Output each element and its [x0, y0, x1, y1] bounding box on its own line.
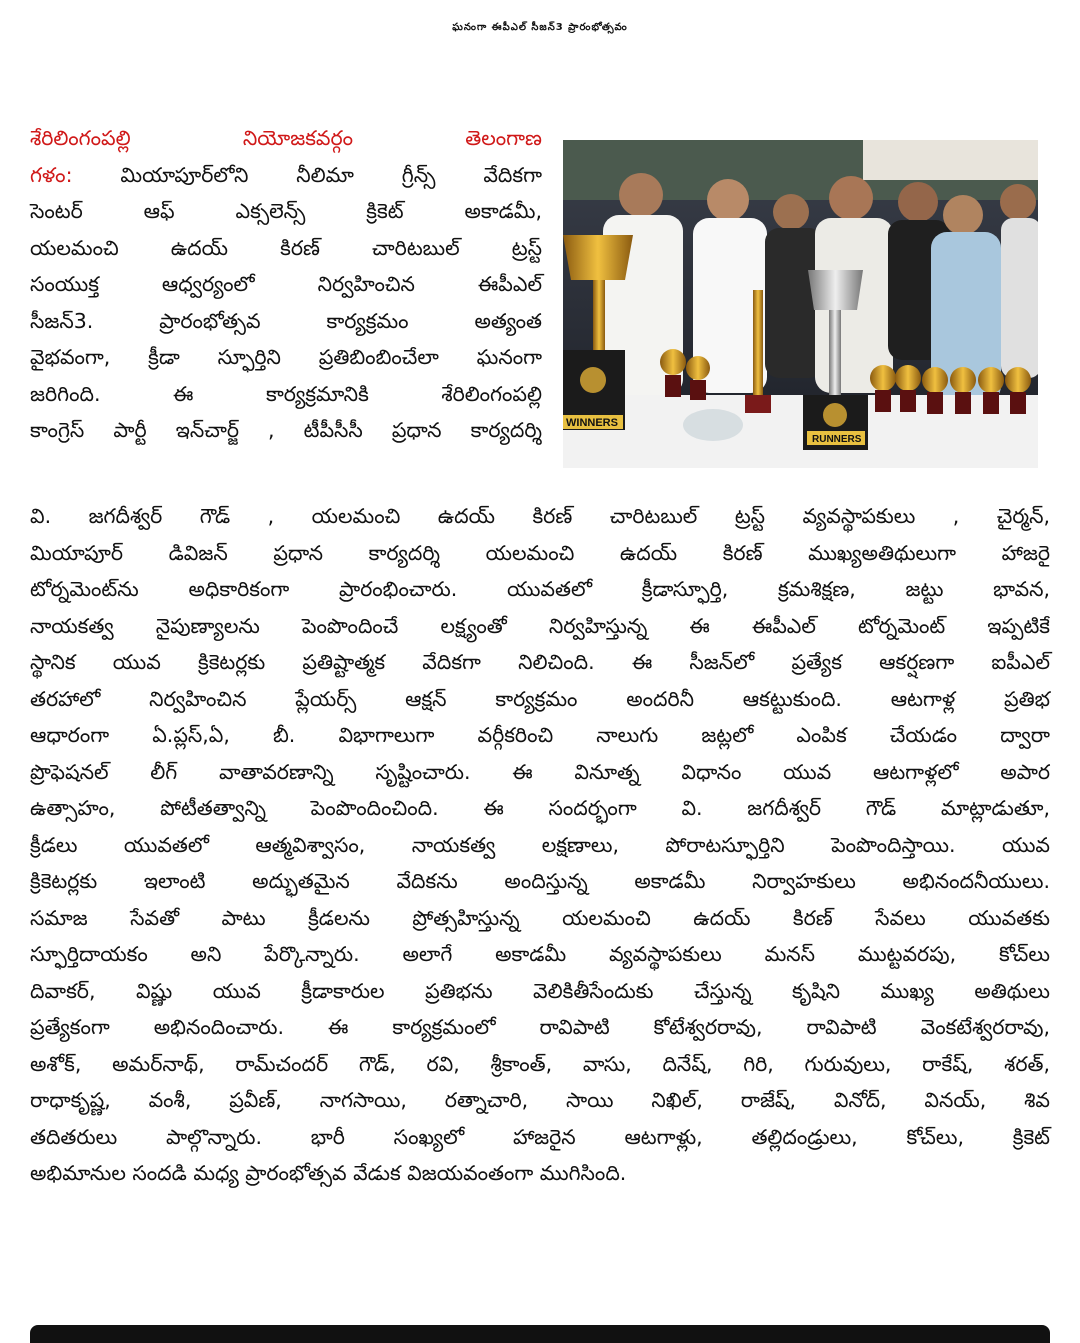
body-line: సమాజ సేవతో పాటు క్రీడలను ప్రోత్సహిస్తున్న యలమంచి ఉదయ్ కిరణ్ సేవలు యువతకు	[30, 905, 1050, 930]
dateline-constituency: శేరిలింగంపల్లి	[30, 126, 131, 150]
lead-line: సంయుక్త ఆధ్వర్యంలో నిర్వహించిన ఈపీఎల్	[30, 272, 542, 296]
dateline	[30, 120, 542, 157]
runners-label: RUNNERS	[812, 434, 862, 445]
body-line: ఉత్సాహం, పోటీతత్వాన్ని పెంపొందించింది. ఈ సందర్భంగా వి. జగదీశ్వర్ గౌడ్ మాట్లాడుతూ,	[30, 796, 1050, 820]
body-line: తదితరులు పాల్గొన్నారు. భారీ సంఖ్యలో హాజరైన ఆటగాళ్లు, తల్లిదండ్రులు, కోచ్‌లు, క్రికెట్	[30, 1124, 1050, 1149]
lead-line: యలమంచి ఉదయ్ కిరణ్ చారిటబుల్ ట్రస్ట్	[30, 235, 542, 260]
body-line: మియాపూర్ డివిజన్ ప్రధాన కార్యదర్శి యలమంచి ఉదయ్ కిరణ్ ముఖ్యఅతిథులుగా హాజరై	[30, 540, 1050, 565]
body-line: ప్రొఫెషనల్ లీగ్ వాతావరణాన్ని సృష్టించారు. ఈ వినూత్న విధానం యువ ఆటగాళ్లలో అపార	[30, 759, 1050, 784]
body-line: దివాకర్, విష్ణు యువ క్రీడాకారుల ప్రతిభను వెలికితీసేందుకు చేస్తున్న కృషిని ముఖ్య అతిథులు	[30, 978, 1050, 1003]
lead-column	[30, 120, 542, 449]
source-tag: గళం:	[30, 162, 73, 187]
body-line: స్ఫూర్తిదాయకం అని పేర్కొన్నారు. అలాగే అకాడమీ వ్యవస్థాపకులు మనస్ ముట్టవరపు, కోచ్‌లు	[30, 942, 1050, 966]
lead-line: జరిగింది. ఈ కార్యక్రమానికి శేరిలింగంపల్లి	[30, 381, 542, 406]
article-body	[30, 498, 1050, 1192]
lead-text: మియాపూర్‌లోని నీలిమా గ్రీన్స్ వేదికగా	[72, 162, 542, 187]
lead-line: సెంటర్ ఆఫ్ ఎక్సలెన్స్ క్రికెట్ అకాడమీ,	[30, 199, 542, 223]
body-line: క్రికెటర్లకు ఇలాంటి అద్భుతమైన వేదికను అందిస్తున్న అకాడమీ నిర్వాహకులు అభినందనీయులు.	[30, 869, 1050, 893]
body-line: తరహాలో నిర్వహించిన ప్లేయర్స్ ఆక్షన్ కార్యక్రమం అందరినీ ఆకట్టుకుంది. ఆటగాళ్ల ప్రతిభ	[30, 686, 1050, 711]
body-line: అశోక్, అమర్‌నాథ్, రామ్‌చందర్ గౌడ్, రవి, శ్రీకాంత్, వాసు, దినేష్, గిరి, గురువులు, రాకేష్, శరత్,	[30, 1051, 1050, 1076]
body-line: ప్రత్యేకంగా అభినందించారు. ఈ కార్యక్రమంలో రావిపాటి కోటేశ్వరరావు, రావిపాటి వెంకటేశ్వరరావు,	[30, 1015, 1050, 1039]
next-headline-cutoff	[30, 1325, 1050, 1343]
body-line: నాయకత్వ నైపుణ్యాలను పెంపొందించే లక్ష్యంతో నిర్వహిస్తున్న ఈ ఈపీఎల్ టోర్నమెంట్ ఇప్పటికే	[30, 613, 1050, 638]
lead-line: కాంగ్రెస్ పార్టీ ఇన్‌చార్జ్ , టీపీసీసీ ప్రధాన కార్యదర్శి	[30, 418, 542, 442]
body-line: ఆధారంగా ఏ.ప్లస్,ఏ, బీ. విభాగాలుగా వర్గీకరించి నాలుగు జట్లలో ఎంపిక చేయడం ద్వారా	[30, 723, 1050, 747]
body-line: టోర్నమెంట్‌ను అధికారికంగా ప్రారంభించారు. యువతలో క్రీడాస్ఫూర్తి, క్రమశిక్షణ, జట్టు భావన,	[30, 577, 1050, 601]
winners-label: WINNERS	[566, 417, 618, 429]
dateline-state: తెలంగాణ	[465, 126, 542, 150]
body-line: స్థానిక యువ క్రికెటర్లకు ప్రతిష్టాత్మక వేదికగా నిలిచింది. ఈ సీజన్‌లో ప్రత్యేక ఆకర్షణగా ఐపీఎల్	[30, 650, 1050, 674]
body-line: క్రీడలు యువతలో ఆత్మవిశ్వాసం, నాయకత్వ లక్షణాలు, పోరాటస్ఫూర్తిని పెంపొందిస్తాయి. యువ	[30, 832, 1050, 857]
lead-line	[30, 157, 542, 194]
lead-line: సీజన్3. ప్రారంభోత్సవ కార్యక్రమం అత్యంత	[30, 308, 542, 333]
event-photo	[563, 140, 1038, 468]
lead-line: వైభవంగా, క్రీడా స్ఫూర్తిని ప్రతిబింబించేలా ఘనంగా	[30, 345, 542, 369]
dateline-division: నియోజకవర్గం	[242, 126, 354, 150]
body-line: వి. జగదీశ్వర్ గౌడ్ , యలమంచి ఉదయ్ కిరణ్ చారిటబుల్ ట్రస్ట్ వ్యవస్థాపకులు , చైర్మన్,	[30, 504, 1050, 528]
body-line: రాధాకృష్ణ, వంశీ, ప్రవీణ్, నాగసాయి, రత్నాచారి, సాయి నిఖిల్, రాజేష్, వినోద్, వినయ్, శివ	[30, 1088, 1050, 1112]
body-line: అభిమానుల సందడి మధ్య ప్రారంభోత్సవ వేడుక విజయవంతంగా ముగిసింది.	[30, 1161, 627, 1185]
headline: ఘనంగా ఈపీఎల్ సీజన్3 ప్రారంభోత్సవం	[452, 22, 628, 33]
